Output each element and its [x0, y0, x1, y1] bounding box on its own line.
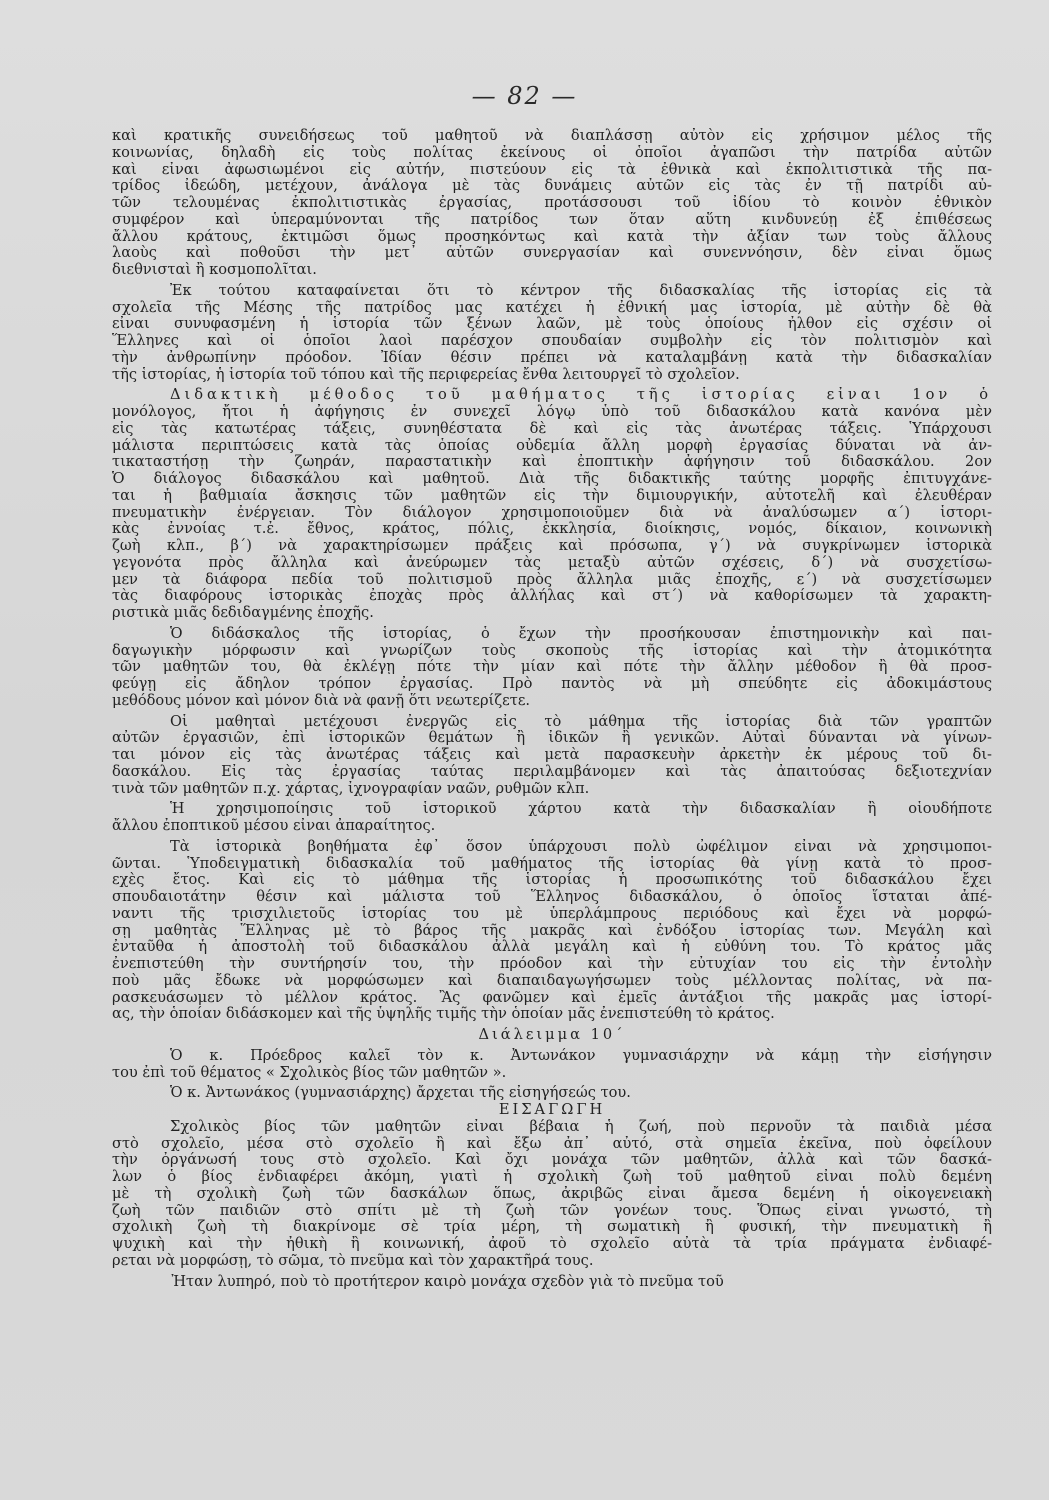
- text-line: σχολικὴ ζωὴ τὴ διακρίνομε σὲ τρία μέρη, τὴ σωματικὴ ἢ φυσική, τὴν πνευματικὴ ἢ: [112, 1219, 992, 1236]
- text-line: Οἱ μαθηταὶ μετέχουσι ἐνεργῶς εἰς τὸ μάθημα τῆς ἱστορίας διὰ τῶν γραπτῶν: [170, 713, 992, 730]
- text-line: φεύγῃ εἰς ἄδηλον τρόπον ἐργασίας. Πρὸ παντὸς νὰ μὴ σπεύδητε εἰς ἀδοκιμάστους: [112, 676, 992, 692]
- text-line: τῆς ἱστορίας, ἡ ἱστορία τοῦ τόπου καὶ τῆς περιφερείας ἔνθα λειτουργεῖ τὸ σχολεῖον.: [112, 366, 740, 383]
- text-line: ας, τὴν ὁποίαν διδάσκομεν καὶ τῆς ὑψηλῆς τιμῆς τὴν ὁποίαν μᾶς ἐνεπιστεύθη τὸ κράτος.: [112, 1006, 775, 1023]
- text-line: γεγονότα πρὸς ἄλληλα καὶ ἀνεύρωμεν τὰς μεταξὺ αὐτῶν σχέσεις, δ´) νὰ συσχετίσω-: [112, 554, 992, 571]
- text-line: ζωὴ κλπ., β´) νὰ χαρακτηρίσωμεν πράξεις καὶ πρόσωπα, γ´) νὰ συγκρίνωμεν ἱστορικὰ: [112, 538, 992, 554]
- text-line: στὸ σχολεῖο, μέσα στὸ σχολεῖο ἢ καὶ ἔξω ἀπ᾽ αὐτό, στὰ σημεῖα ἐκεῖνα, ποὺ ὀφείλουν: [112, 1135, 992, 1152]
- text-line: λαοὺς καὶ ποθοῦσι τὴν μετ᾽ αὐτῶν συνεργασίαν καὶ συνεννόησιν, δὲν εἶναι ὅμως: [112, 245, 992, 262]
- text-line: τρίδος ἰδεώδη, μετέχουν, ἀνάλογα μὲ τὰς δυνάμεις αὐτῶν εἰς τὰς ἐν τῇ πατρίδι αὐ-: [112, 178, 992, 195]
- text-line: εχὲς ἔτος. Καὶ εἰς τὸ μάθημα τῆς ἱστορίας ἡ προσωπικότης τοῦ διδασκάλου ἔχει: [112, 872, 992, 889]
- intro-paragraph: [112, 1119, 992, 1270]
- break-heading: Διάλειμμα 10´: [478, 1027, 626, 1043]
- paragraph-gap: [112, 1290, 992, 1294]
- text-line: ῶνται. Ὑποδειγματικὴ διδασκαλία τοῦ μαθήματος τῆς ἱστορίας θὰ γίνῃ κατὰ τὸ προσ-: [112, 855, 992, 872]
- text-line: ἐνεπιστεύθη τὴν συντήρησίν του, τὴν πρόοδον καὶ τὴν εὐτυχίαν του εἰς τὴν ἐντολὴν: [112, 956, 992, 972]
- text-line: Ἦταν λυπηρό, ποὺ τὸ προτήτερον καιρὸ μονάχα σχεδὸν γιὰ τὸ πνεῦμα τοῦ: [170, 1273, 724, 1290]
- text-line: Σχολικὸς βίος τῶν μαθητῶν εἶναι βέβαια ἡ ζωή, ποὺ περνοῦν τὰ παιδιὰ μέσα: [170, 1118, 992, 1135]
- text-line: τὴν ὀργάνωσή τους στὸ σχολεῖο. Καὶ ὄχι μονάχα τῶν μαθητῶν, ἀλλὰ καὶ τῶν δασκά-: [112, 1152, 992, 1169]
- text-line: αὐτῶν ἐργασιῶν, ἐπὶ ἱστορικῶν θεμάτων ἢ ἰδικῶν ἢ γενικῶν. Αὐταὶ δύνανται νὰ γίνων-: [112, 730, 992, 747]
- text-line: μονόλογος, ἤτοι ἡ ἀφήγησις ἐν συνεχεῖ λόγῳ ὑπὸ τοῦ διδασκάλου κατὰ κανόνα μὲν: [112, 404, 992, 420]
- text-line: Ὁ διάλογος διδασκάλου καὶ μαθητοῦ. Διὰ τῆς διδακτικῆς ταύτης μορφῆς ἐπιτυγχάνε-: [112, 471, 992, 487]
- text-line: τῶν μαθητῶν του, θὰ ἐκλέγῃ πότε τὴν μίαν καὶ πότε τὴν ἄλλην μέθοδον ἢ θὰ προσ-: [112, 659, 992, 676]
- text-line: ποὺ μᾶς ἔδωκε νὰ μορφώσωμεν καὶ διαπαιδαγωγήσωμεν τοὺς μέλλοντας πολίτας, νὰ πα-: [112, 972, 992, 989]
- text-line: δασκάλου. Εἰς τὰς ἐργασίας ταύτας περιλαμβάνομεν καὶ τὰς ἀπαιτούσας δεξιοτεχνίαν: [112, 763, 992, 780]
- text-line: Ἕλληνες καὶ οἱ ὁποῖοι λαοὶ παρέσχον σπουδαίαν συμβολὴν εἰς τὸν πολιτισμὸν καὶ: [112, 333, 992, 349]
- text-line: εἶναι συνυφασμένη ἡ ἱστορία τῶν ξένων λαῶν, μὲ τοὺς ὁποίους ἦλθον εἰς σχέσιν οἱ: [112, 316, 992, 333]
- text-line: Διδακτικὴ μέθοδος τοῦ μαθήματος τῆς ἱστορίας εἶναι 1ον ὁ: [170, 387, 992, 404]
- body-paragraph: [112, 626, 992, 710]
- text-line: ζωὴ τῶν παιδιῶν στὸ σπίτι μὲ τὴ ζωὴ τῶν γονέων τους. Ὅπως εἶναι γνωστό, τὴ: [112, 1202, 992, 1219]
- text-line: μὲ τὴ σχολικὴ ζωὴ τῶν δασκάλων ὅπως, ἀκριβῶς εἶναι ἄμεσα δεμένη ἡ οἰκογενειακὴ: [112, 1185, 992, 1202]
- text-line: ἄλλου ἐποπτικοῦ μέσου εἶναι ἀπαραίτητος.: [112, 818, 436, 834]
- body-paragraph: [112, 283, 992, 384]
- document-body: [112, 128, 992, 1294]
- text-line: καὶ κρατικῆς συνειδήσεως τοῦ μαθητοῦ νὰ διαπλάσσῃ αὐτὸν εἰς χρήσιμον μέλος τῆς: [112, 128, 992, 144]
- text-line: τὰς διαφόρους ἱστορικὰς ἐποχὰς πρὸς ἀλλήλας καὶ στ´) νὰ καθορίσωμεν τὰ χαρακτη-: [112, 588, 992, 605]
- text-line: καὶ εἶναι ἀφωσιωμένοι εἰς αὐτήν, πιστεύουν εἰς τὰ ἐθνικὰ καὶ ἐκπολιτιστικὰ τῆς πα-: [112, 161, 992, 178]
- text-line: Ὁ διδάσκαλος τῆς ἱστορίας, ὁ ἔχων τὴν προσήκουσαν ἐπιστημονικὴν καὶ παι-: [170, 625, 992, 642]
- text-line: ρεται νὰ μορφώσῃ, τὸ σῶμα, τὸ πνεῦμα καὶ τὸν χαρακτῆρά τους.: [112, 1252, 594, 1269]
- text-line: κὰς ἐννοίας τ.ἐ. ἔθνος, κράτος, πόλις, ἐκκλησία, διοίκησις, νομός, δίκαιον, κοινωνικὴ: [112, 521, 992, 538]
- body-paragraph: [112, 387, 992, 622]
- body-paragraph: [112, 839, 992, 1023]
- text-line: ἐνταῦθα ἡ ἀποστολὴ τοῦ διδασκάλου ἀλλὰ μεγάλη καὶ ἡ εὐθύνη του. Τὸ κράτος μᾶς: [112, 939, 992, 956]
- text-line: λων ὁ βίος ἐνδιαφέρει ἀκόμη, γιατὶ ἡ σχολικὴ ζωὴ τοῦ μαθητοῦ εἶναι πολὺ δεμένη: [112, 1169, 992, 1185]
- text-line: Ὁ κ. Πρόεδρος καλεῖ τὸν κ. Ἀντωνάκον γυμνασιάρχην νὰ κάμῃ τὴν εἰσήγησιν: [170, 1047, 992, 1064]
- text-line: κοινωνίας, δηλαδὴ εἰς τοὺς πολίτας ἐκείνους οἱ ὁποῖοι ἀγαπῶσι τὴν πατρίδα αὐτῶν: [112, 144, 992, 161]
- body-paragraph: [112, 714, 992, 798]
- text-line: ναντι τῆς τρισχιλιετοῦς ἱστορίας του μὲ ὑπερλάμπρους περιόδους καὶ ἔχει νὰ μορφώ-: [112, 905, 992, 922]
- text-line: τικαταστήσῃ τὴν ζωηράν, παραστατικὴν καὶ ἐποπτικὴν ἀφήγησιν τοῦ διδασκάλου. 2ον: [112, 454, 992, 471]
- page-number: — 82 —: [471, 82, 578, 110]
- body-paragraph: [112, 801, 992, 835]
- text-line: Ἐκ τούτου καταφαίνεται ὅτι τὸ κέντρον τῆς διδασκαλίας τῆς ἱστορίας εἰς τὰ: [170, 282, 992, 299]
- speaker-line: Ὁ κ. Ἀντωνάκος (γυμνασιάρχης) ἄρχεται τῆς εἰσηγήσεώς του.: [170, 1085, 631, 1102]
- text-line: εἰς τὰς κατωτέρας τάξεις, συνηθέστατα δὲ καὶ εἰς τὰς ἀνωτέρας τάξεις. Ὑπάρχουσι: [112, 420, 992, 437]
- text-line: σπουδαιοτάτην θέσιν καὶ μάλιστα τοῦ Ἕλληνος διδασκάλου, ὁ ὁποῖος ἵσταται ἀπέ-: [112, 889, 992, 905]
- text-line: ριστικὰ μιᾶς δεδιδαγμένης ἐποχῆς.: [112, 605, 374, 621]
- text-line: ἄλλου κράτους, ἐκτιμῶσι ὅμως προσηκόντως καὶ κατὰ τὴν ἀξίαν των τοὺς ἄλλους: [112, 228, 992, 245]
- body-paragraph: [112, 128, 992, 279]
- text-line: ρασκευάσωμεν τὸ μέλλον κράτος. Ἂς φανῶμεν καὶ ἐμεῖς ἀντάξιοι τῆς μακρᾶς μας ἱστορί-: [112, 989, 992, 1006]
- text-line: ψυχικὴ καὶ τὴν ἠθικὴ ἢ κοινωνική, ἀφοῦ τὸ σχολεῖο αὐτὰ τὰ τρία πράγματα ἐνδιαφέ-: [112, 1236, 992, 1252]
- text-line: Τὰ ἱστορικὰ βοηθήματα ἐφ᾽ ὅσον ὑπάρχουσι πολὺ ὠφέλιμον εἶναι νὰ χρησιμοποι-: [170, 838, 992, 855]
- intro-heading: ΕΙΣΑΓΩΓΗ: [498, 1102, 606, 1118]
- intro-paragraph: [112, 1274, 992, 1291]
- text-line: τινὰ τῶν μαθητῶν π.χ. χάρτας, ἰχνογραφίαν ναῶν, ρυθμῶν κλπ.: [112, 780, 590, 797]
- text-line: συμφέρον καὶ ὑπεραμύνονται τῆς πατρίδος των ὅταν αὕτη κινδυνεύῃ ἐξ ἐπιθέσεως: [112, 211, 992, 228]
- chair-announcement: [112, 1048, 992, 1082]
- text-line: μεν τὰ διάφορα πεδία τοῦ πολιτισμοῦ πρὸς ἄλληλα μιᾶς ἐποχῆς, ε´) νὰ συσχετίσωμεν: [112, 571, 992, 588]
- text-line: ται ἡ βαθμιαία ἄσκησις τῶν μαθητῶν εἰς τὴν διμιουργικήν, αὐτοτελῆ καὶ ἐλευθέραν: [112, 487, 992, 504]
- text-line: μεθόδους μόνον καὶ μόνον διὰ νὰ φανῇ ὅτι νεωτερίζετε.: [112, 692, 531, 709]
- text-line: του ἐπὶ τοῦ θέματος « Σχολικὸς βίος τῶν μαθητῶν ».: [112, 1064, 507, 1081]
- text-line: μάλιστα περιπτώσεις κατὰ τὰς ὁποίας οὐδεμία ἄλλη μορφὴ ἐργασίας δύναται νὰ ἀν-: [112, 437, 992, 454]
- text-line: διεθνισταὶ ἢ κοσμοπολῖται.: [112, 262, 317, 278]
- text-line: Ἡ χρησιμοποίησις τοῦ ἱστορικοῦ χάρτου κατὰ τὴν διδασκαλίαν ἢ οἱουδήποτε: [170, 801, 992, 818]
- text-line: πνευματικὴν ἐνέργειαν. Τὸν διάλογον χρησιμοποιοῦμεν διὰ νὰ ἀναλύσωμεν α´) ἱστορι-: [112, 504, 992, 521]
- text-line: δαγωγικὴν μόρφωσιν καὶ γνωρίζων τοὺς σκοποὺς τῆς ἱστορίας καὶ τὴν ἀτομικότητα: [112, 642, 992, 659]
- text-line: τὴν ἀνθρωπίνην πρόοδον. Ἰδίαν θέσιν πρέπει νὰ καταλαμβάνῃ κατὰ τὴν διδασκαλίαν: [112, 349, 992, 366]
- text-line: ται μόνον εἰς τὰς ἀνωτέρας τάξεις καὶ μετὰ παρασκευὴν ἀρκετὴν ἐκ μέρους τοῦ δι-: [112, 747, 992, 763]
- text-line: σχολεῖα τῆς Μέσης τῆς πατρίδος μας κατέχει ἡ ἐθνική μας ἱστορία, μὲ αὐτὴν δὲ θὰ: [112, 299, 992, 316]
- text-line: σῃ μαθητὰς Ἕλληνας μὲ τὸ βάρος τῆς μακρᾶς καὶ ἐνδόξου ἱστορίας των. Μεγάλη καὶ: [112, 922, 992, 939]
- text-line: τῶν τελουμένας ἐκπολιτιστικὰς ἐργασίας, προτάσσουσι τοῦ ἰδίου τὸ κοινὸν ἐθνικὸν: [112, 195, 992, 211]
